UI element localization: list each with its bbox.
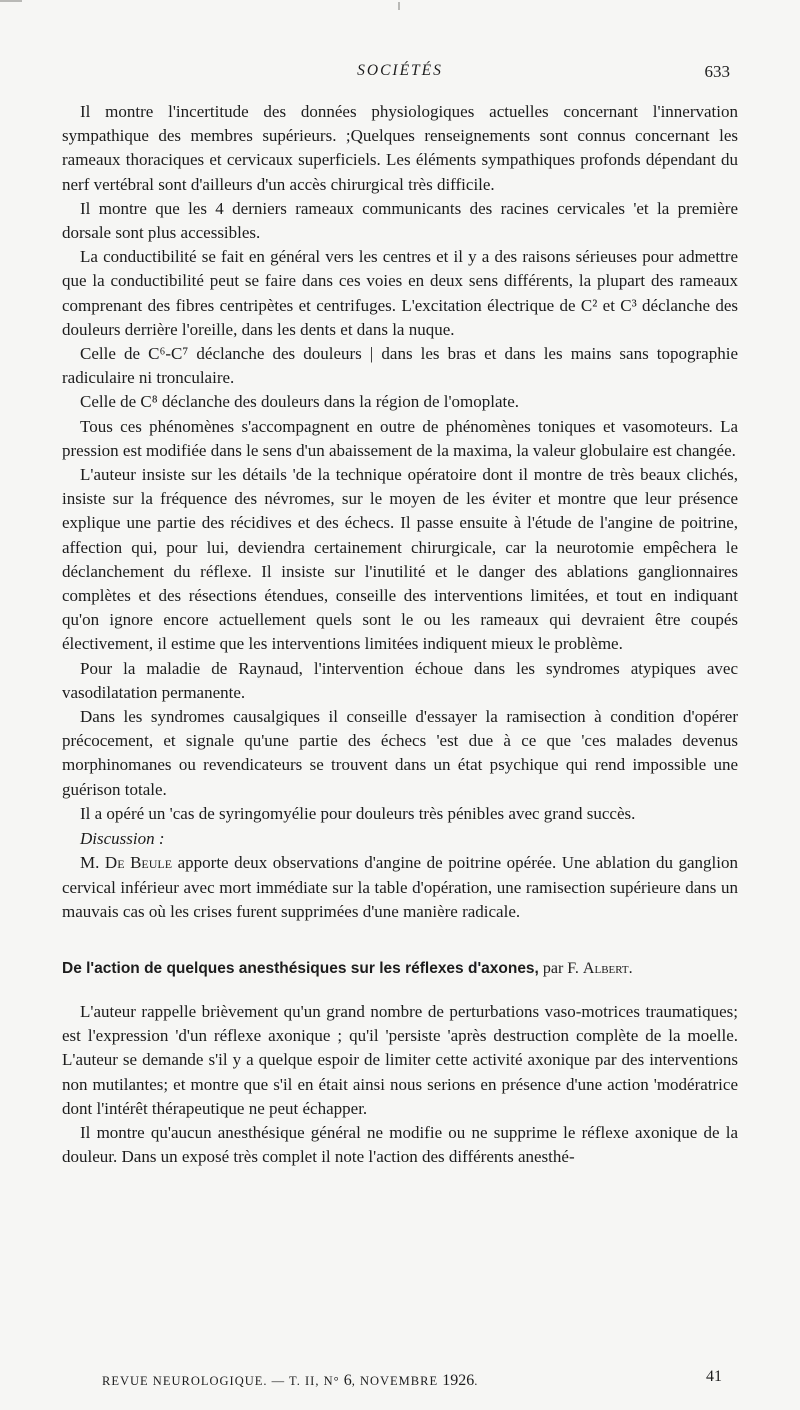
paragraph: Celle de C⁸ déclanche des douleurs dans la région de l'omoplate. [80, 392, 520, 412]
footer-end: . [474, 1374, 479, 1388]
author-name: Albert [582, 959, 629, 977]
paragraph: L'auteur insiste sur les détails 'de la technique opératoire dont il montre de très beaux clichés, insiste sur la fréquence des névromes, sur le moyen de les éviter et montre que leur présence explique une partie des récidives et des échecs. Il passe ensuite à l'étude de l'angine de poitrine, affection qui, pour lui, deviendra certainement chirurgicale, car la neurotomie empêchera le déclanchement du réflexe. Il insiste sur l'inutilité et le danger des ablations ganglionnaires complètes et des résections étendues, conseille des interventions limitées, et tout en indiquant qu'on ignore encore actuellement quels sont le ou les rameaux qui devraient être coupés électivement, il estime que les interventions limitées indiquent mieux le problème. [62, 465, 738, 654]
paragraph: Il montre l'incertitude des données physiologiques actuelles concernant l'innervation sympathique des membres supérieurs. ;Quelques renseignements sont connus concernant les rameaux thoraciques et cervicaux superficiels. Les éléments sympathiques profonds dépendant du nerf vertébral sont d'ailleurs d'un accès chirurgical très difficile. [62, 102, 738, 194]
page-number: 633 [704, 62, 730, 81]
paragraph: Celle de C⁶-C⁷ déclanche des douleurs | dans les bras et dans les mains sans topographie radiculaire ni tronculaire. [62, 344, 738, 388]
discussion-text: apporte deux observations d'angine de poitrine opérée. Une ablation du ganglion cervical inférieur avec mort immédiate sur la table d'opération, une ramisection supérieure dans un mauvais cas où les crises furent supprimées d'une manière radicale. [62, 853, 738, 921]
issue-number: 6 [343, 1372, 352, 1389]
article-title-text: De l'action de quelques anesthésiques sur les réflexes d'axones, [62, 959, 539, 977]
page-body [62, 100, 738, 1169]
page-header [60, 62, 740, 88]
discussion-paragraph [62, 851, 738, 924]
discussion-prefix: M. [80, 853, 105, 873]
speaker-name: De Beule [104, 853, 173, 873]
page-footer [102, 1372, 722, 1390]
byline-end: . [628, 959, 633, 977]
paragraph: Il montre qu'aucun anesthésique général ne modifie ou ne supprime le réflexe axonique de la douleur. Dans un exposé très complet il note l'action des différents anesthé- [62, 1122, 738, 1167]
paragraph: Il a opéré un 'cas de syringomyélie pour douleurs très pénibles avec grand succès. [80, 803, 636, 823]
paragraph: La conductibilité se fait en général vers les centres et il y a des raisons sérieuses pour admettre que la conductibilité peut se faire dans ces voies en deux sens différents, la plupart des rameaux comprenant des fibres centripètes et centrifuges. L'excitation électrique de C² et C³ déclanche des douleurs derrière l'oreille, dans les dents et dans la nuque. [62, 247, 738, 339]
issue-month: , NOVEMBRE [351, 1374, 443, 1388]
byline-prefix: par F. [538, 959, 583, 977]
paragraph: Pour la maladie de Raynaud, l'intervention échoue dans les syndromes atypiques avec vasodilatation permanente. [62, 658, 738, 702]
paragraph: L'auteur rappelle brièvement qu'un grand nombre de perturbations vaso-motrices traumatiques; est l'expression 'd'un réflexe axonique ; qu'il 'persiste 'après destruction complète de la moelle. L'auteur se demande s'il y a quelque espoir de limiter cette activité axonique par des interventions non mutilantes; et montre que s'il en était ainsi nous serions en présence d'une action 'modératrice dont l'intérêt thérapeutique ne peut échapper. [62, 1001, 738, 1118]
running-title: SOCIÉTÉS [357, 62, 443, 79]
scan-mark [398, 2, 400, 10]
paragraph: Tous ces phénomènes s'accompagnent en outre de phénomènes toniques et vasomoteurs. La pression est modifiée dans le sens d'un abaissement de la maxima, la valeur globulaire est changée. [62, 416, 738, 460]
paragraph: Dans les syndromes causalgiques il conseille d'essayer la ramisection à condition d'opérer précocement, et signale qu'une partie des échecs 'est due à ce que 'ces malades devenus morphinomanes ou revendicateurs se trouvent dans un état psychique qui rend impossible une guérison totale. [62, 707, 738, 799]
paragraph: Il montre que les 4 derniers rameaux communicants des racines cervicales 'et la première dorsale sont plus accessibles. [62, 198, 738, 243]
issue-year: 1926 [442, 1372, 475, 1389]
signature-folio: 41 [706, 1368, 722, 1385]
discussion-label: Discussion : [80, 829, 165, 849]
article-title [62, 958, 738, 980]
scan-mark [0, 0, 22, 2]
journal-name: REVUE NEUROLOGIQUE. — T. II, N° [102, 1374, 344, 1388]
